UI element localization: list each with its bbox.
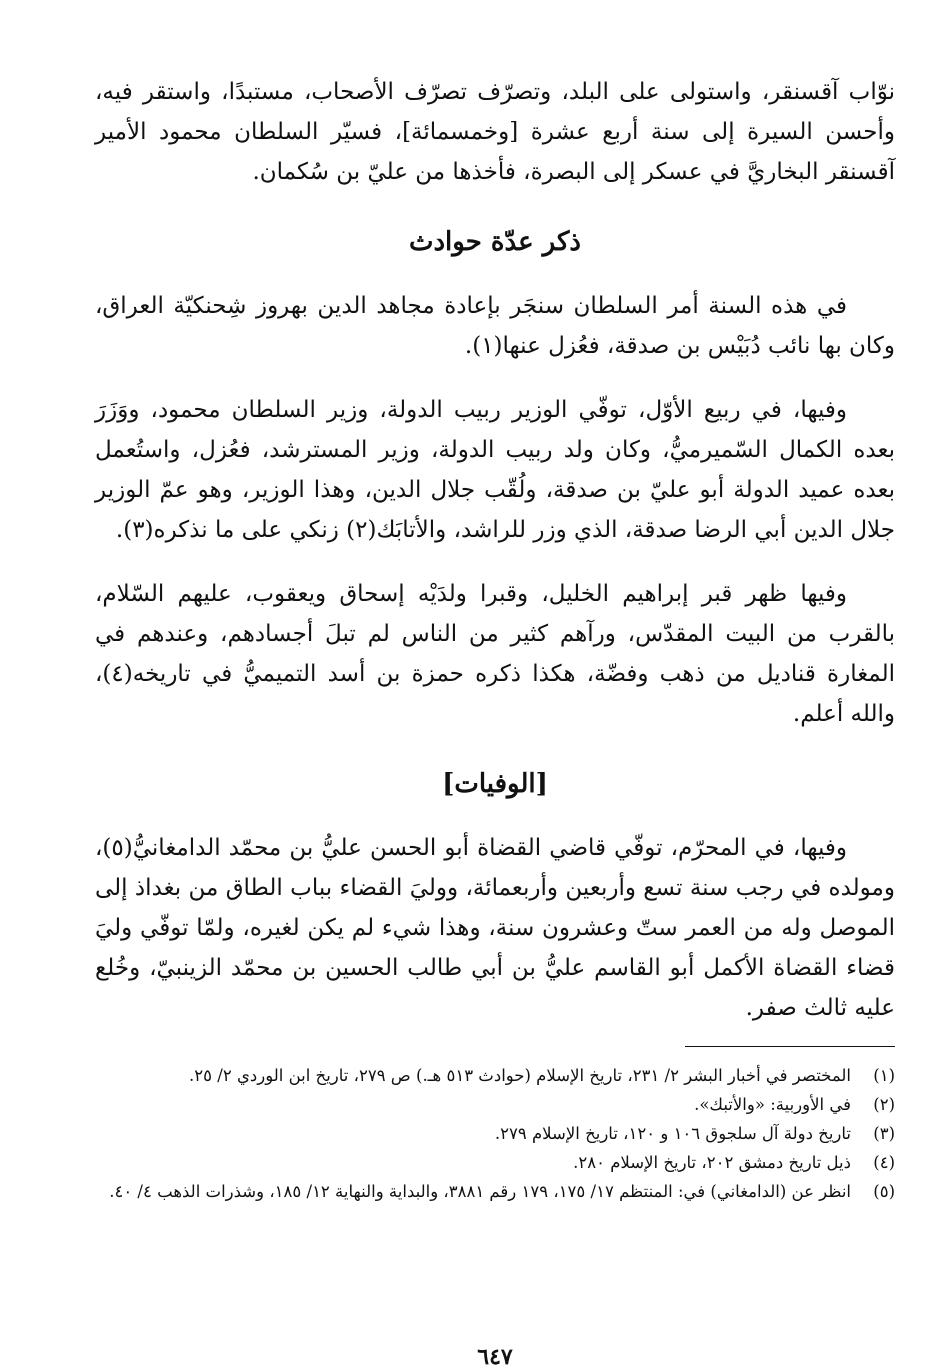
footnote-item [95,1119,895,1148]
spacer [95,262,895,286]
spacer [95,734,895,764]
footnote-number: (٢) [873,1095,895,1114]
footnote-text: في الأوربية: «والأتبك». [694,1095,851,1114]
paragraph-shihna: في هذه السنة أمر السلطان سنجَر بإعادة مجاهد الدين بهروز شِحنكيّة العراق، وكان بها نائب دُبَيْس بن صدقة، فعُزل عنها(١). [95,293,895,359]
footnote-number: (١) [873,1066,895,1085]
footnote-text: انظر عن (الدامغاني) في: المنتظم ١٧/ ١٧٥، ١٧٩ رقم ٣٨٨١، والبداية والنهاية ١٢/ ١٨٥، وشذرات الذهب ٤/ ٤٠. [109,1182,851,1201]
paragraph-damghani: وفيها، في المحرّم، توفّي قاضي القضاة أبو الحسن عليُّ بن محمّد الدامغانيُّ(٥)، ومولده في رجب سنة تسع وأربعين وأربعمائة، ووليَ القضاء بباب الطاق من بغداذ إلى الموصل وله من العمر ستّ وعشرون سنة، وهذا شيء لم يكن لغيره، ولمّا توفّي وليَ قضاء القضاة الأكمل أبو القاسم عليُّ بن أبي طالب الحسين بن محمّد الزينبيّ، وخُلع عليه ثالث صفر. [95,835,895,1021]
footnote-item [95,1148,895,1177]
spacer [95,550,895,574]
section-heading-deaths: [الوفيات] [442,769,548,799]
spacer [95,366,895,390]
footnote-item [95,1090,895,1119]
footnotes [95,1061,895,1206]
book-page [95,72,895,1370]
page-number: ٦٤٧ [477,1344,513,1370]
footnote-separator [685,1046,895,1047]
footnote-item [95,1177,895,1206]
spacer [95,804,895,828]
section-heading-events: ذكر عدّة حوادث [409,227,581,257]
footnote-number: (٣) [873,1124,895,1143]
spacer [95,192,895,222]
footnote-item [95,1061,895,1090]
footnote-text: ذيل تاريخ دمشق ٢٠٢، تاريخ الإسلام ٢٨٠. [573,1153,851,1172]
footnote-number: (٤) [873,1153,895,1172]
footnote-text: المختصر في أخبار البشر ٢/ ٢٣١، تاريخ الإسلام (حوادث ٥١٣ هـ.) ص ٢٧٩، تاريخ ابن الوردي ٢/ ٢٥. [189,1066,851,1085]
paragraph-continuation: نوّاب آقسنقر، واستولى على البلد، وتصرّف تصرّف الأصحاب، مستبدًا، واستقر فيه، وأحسن السيرة إلى سنة أربع عشرة [وخمسمائة]، فسيّر السلطان محمود الأمير آقسنقر البخاريَّ في عسكر إلى البصرة، فأخذها من عليّ بن سُكمان. [95,79,895,185]
footnote-number: (٥) [873,1182,895,1201]
paragraph-tomb-abraham: وفيها ظهر قبر إبراهيم الخليل، وقبرا ولدَيْه إسحاق ويعقوب، عليهم السّلام، بالقرب من البيت المقدّس، ورآهم كثير من الناس لم تبلَ أجسادهم، وعندهم في المغارة قناديل من ذهب وفضّة، هكذا ذكره حمزة بن أسد التميميُّ في تاريخه(٤)، والله أعلم. [95,581,895,727]
footnote-text: تاريخ دولة آل سلجوق ١٠٦ و ١٢٠، تاريخ الإسلام ٢٧٩. [494,1124,851,1143]
paragraph-vizier: وفيها، في ربيع الأوّل، توفّي الوزير ربيب الدولة، وزير السلطان محمود، ووَزَرَ بعده الكمال السّميرميُّ، وكان ولد ربيب الدولة، وزير المسترشد، فعُزل، واستُعمل بعده عميد الدولة أبو عليّ بن صدقة، ولُقّب جلال الدين، وهذا الوزير، وهو عمّ الوزير جلال الدين أبي الرضا صدقة، الذي وزر للراشد، والأتابَك(٢) زنكي على ما نذكره(٣). [95,397,895,543]
